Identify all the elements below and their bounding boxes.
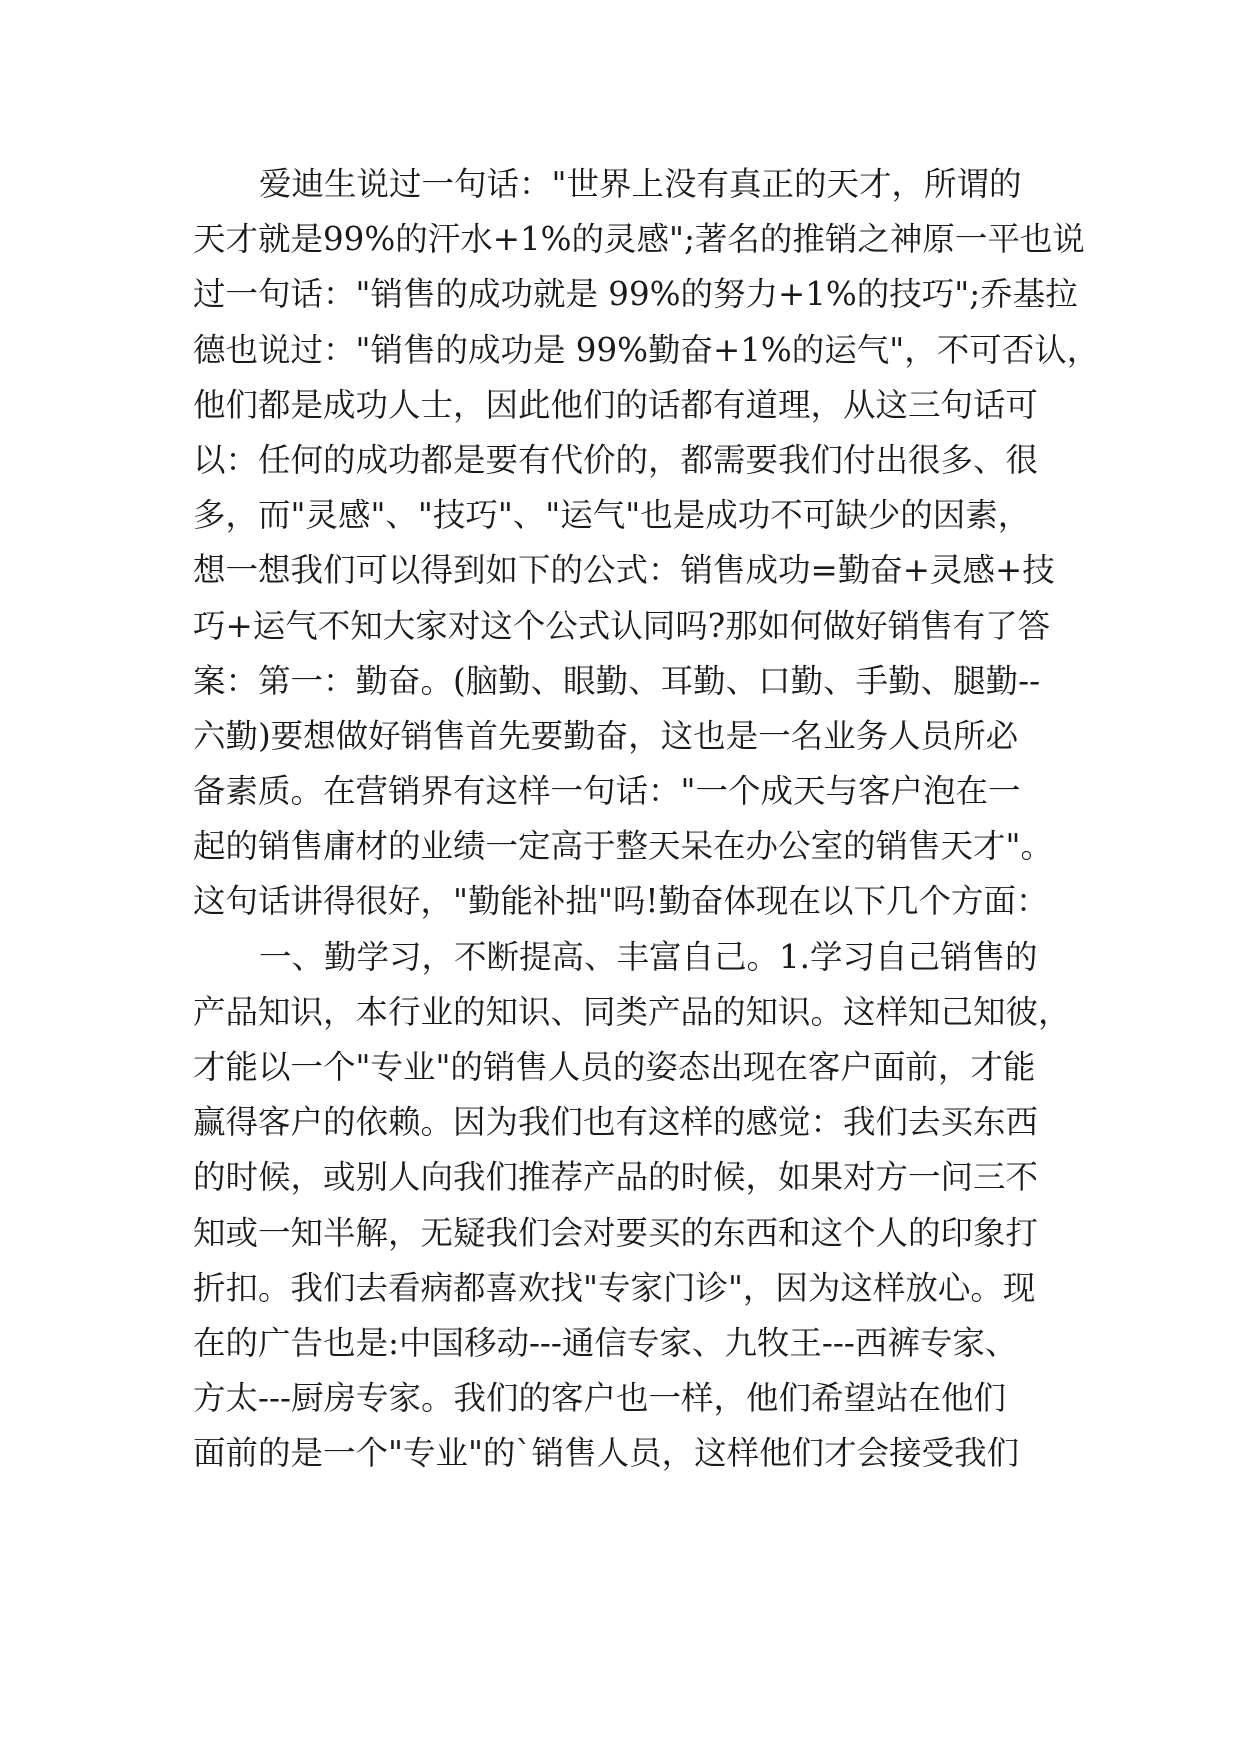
body-text bbox=[193, 157, 1100, 1482]
paragraph-2-line: 面前的是一个"专业"的`销售人员，这样他们才会接受我们 bbox=[193, 1434, 1020, 1473]
paragraph-1-line: 起的销售庸材的业绩一定高于整天呆在办公室的销售天才"。 bbox=[193, 827, 1053, 866]
paragraph-1-line: 这句话讲得很好，"勤能补拙"吗!勤奋体现在以下几个方面： bbox=[193, 882, 1049, 921]
paragraph-1-line: 德也说过："销售的成功是 99%勤奋+1%的运气"，不可否认， bbox=[193, 330, 1100, 369]
paragraph-1-line: 他们都是成功人士，因此他们的话都有道理，从这三句话可 bbox=[193, 385, 1039, 424]
paragraph-1-line: 案：第一：勤奋。(脑勤、眼勤、耳勤、口勤、手勤、腿勤-- bbox=[193, 661, 1041, 700]
paragraph-1-line: 六勤)要想做好销售首先要勤奋，这也是一名业务人员所必 bbox=[193, 716, 1019, 755]
paragraph-2-line: 才能以一个"专业"的销售人员的姿态出现在客户面前，才能 bbox=[193, 1048, 1036, 1086]
paragraph-2-line: 折扣。我们去看病都喜欢找"专家门诊"，因为这样放心。现 bbox=[193, 1268, 1036, 1307]
paragraph-2-line: 赢得客户的依赖。因为我们也有这样的感觉：我们去买东西 bbox=[193, 1103, 1039, 1142]
paragraph-2-line: 产品知识，本行业的知识、同类产品的知识。这样知己知彼， bbox=[193, 992, 1071, 1031]
paragraph-2-line: 方太---厨房专家。我们的客户也一样，他们希望站在他们 bbox=[193, 1379, 1006, 1418]
paragraph-1-line: 过一句话："销售的成功就是 99%的努力+1%的技巧";乔基拉 bbox=[193, 275, 1078, 314]
paragraph-2-line: 在的广告也是:中国移动---通信专家、九牧王---西裤专家、 bbox=[193, 1323, 1018, 1362]
paragraph-1-line: 多，而"灵感"、"技巧"、"运气"也是成功不可缺少的因素， bbox=[193, 496, 1031, 535]
paragraph-1-line: 爱迪生说过一句话："世界上没有真正的天才，所谓的 bbox=[259, 165, 1022, 203]
paragraph-2-line: 知或一知半解，无疑我们会对要买的东西和这个人的印象打 bbox=[193, 1213, 1039, 1252]
paragraph-2-line: 一、勤学习，不断提高、丰富自己。1.学习自己销售的 bbox=[259, 937, 1038, 976]
paragraph-2-line: 的时候，或别人向我们推荐产品的时候，如果对方一问三不 bbox=[193, 1158, 1039, 1197]
paragraph-1-line: 以：任何的成功都是要有代价的，都需要我们付出很多、很 bbox=[193, 440, 1039, 479]
paragraph-1-line: 备素质。在营销界有这样一句话："一个成天与客户泡在一 bbox=[193, 772, 1021, 811]
paragraph-1-line: 想一想我们可以得到如下的公式：销售成功=勤奋+灵感+技 bbox=[193, 551, 1055, 590]
paragraph-1-line: 天才就是99%的汗水+1%的灵感";著名的推销之神原一平也说 bbox=[193, 220, 1085, 259]
paragraph-1-line: 巧+运气不知大家对这个公式认同吗?那如何做好销售有了答 bbox=[193, 606, 1051, 645]
